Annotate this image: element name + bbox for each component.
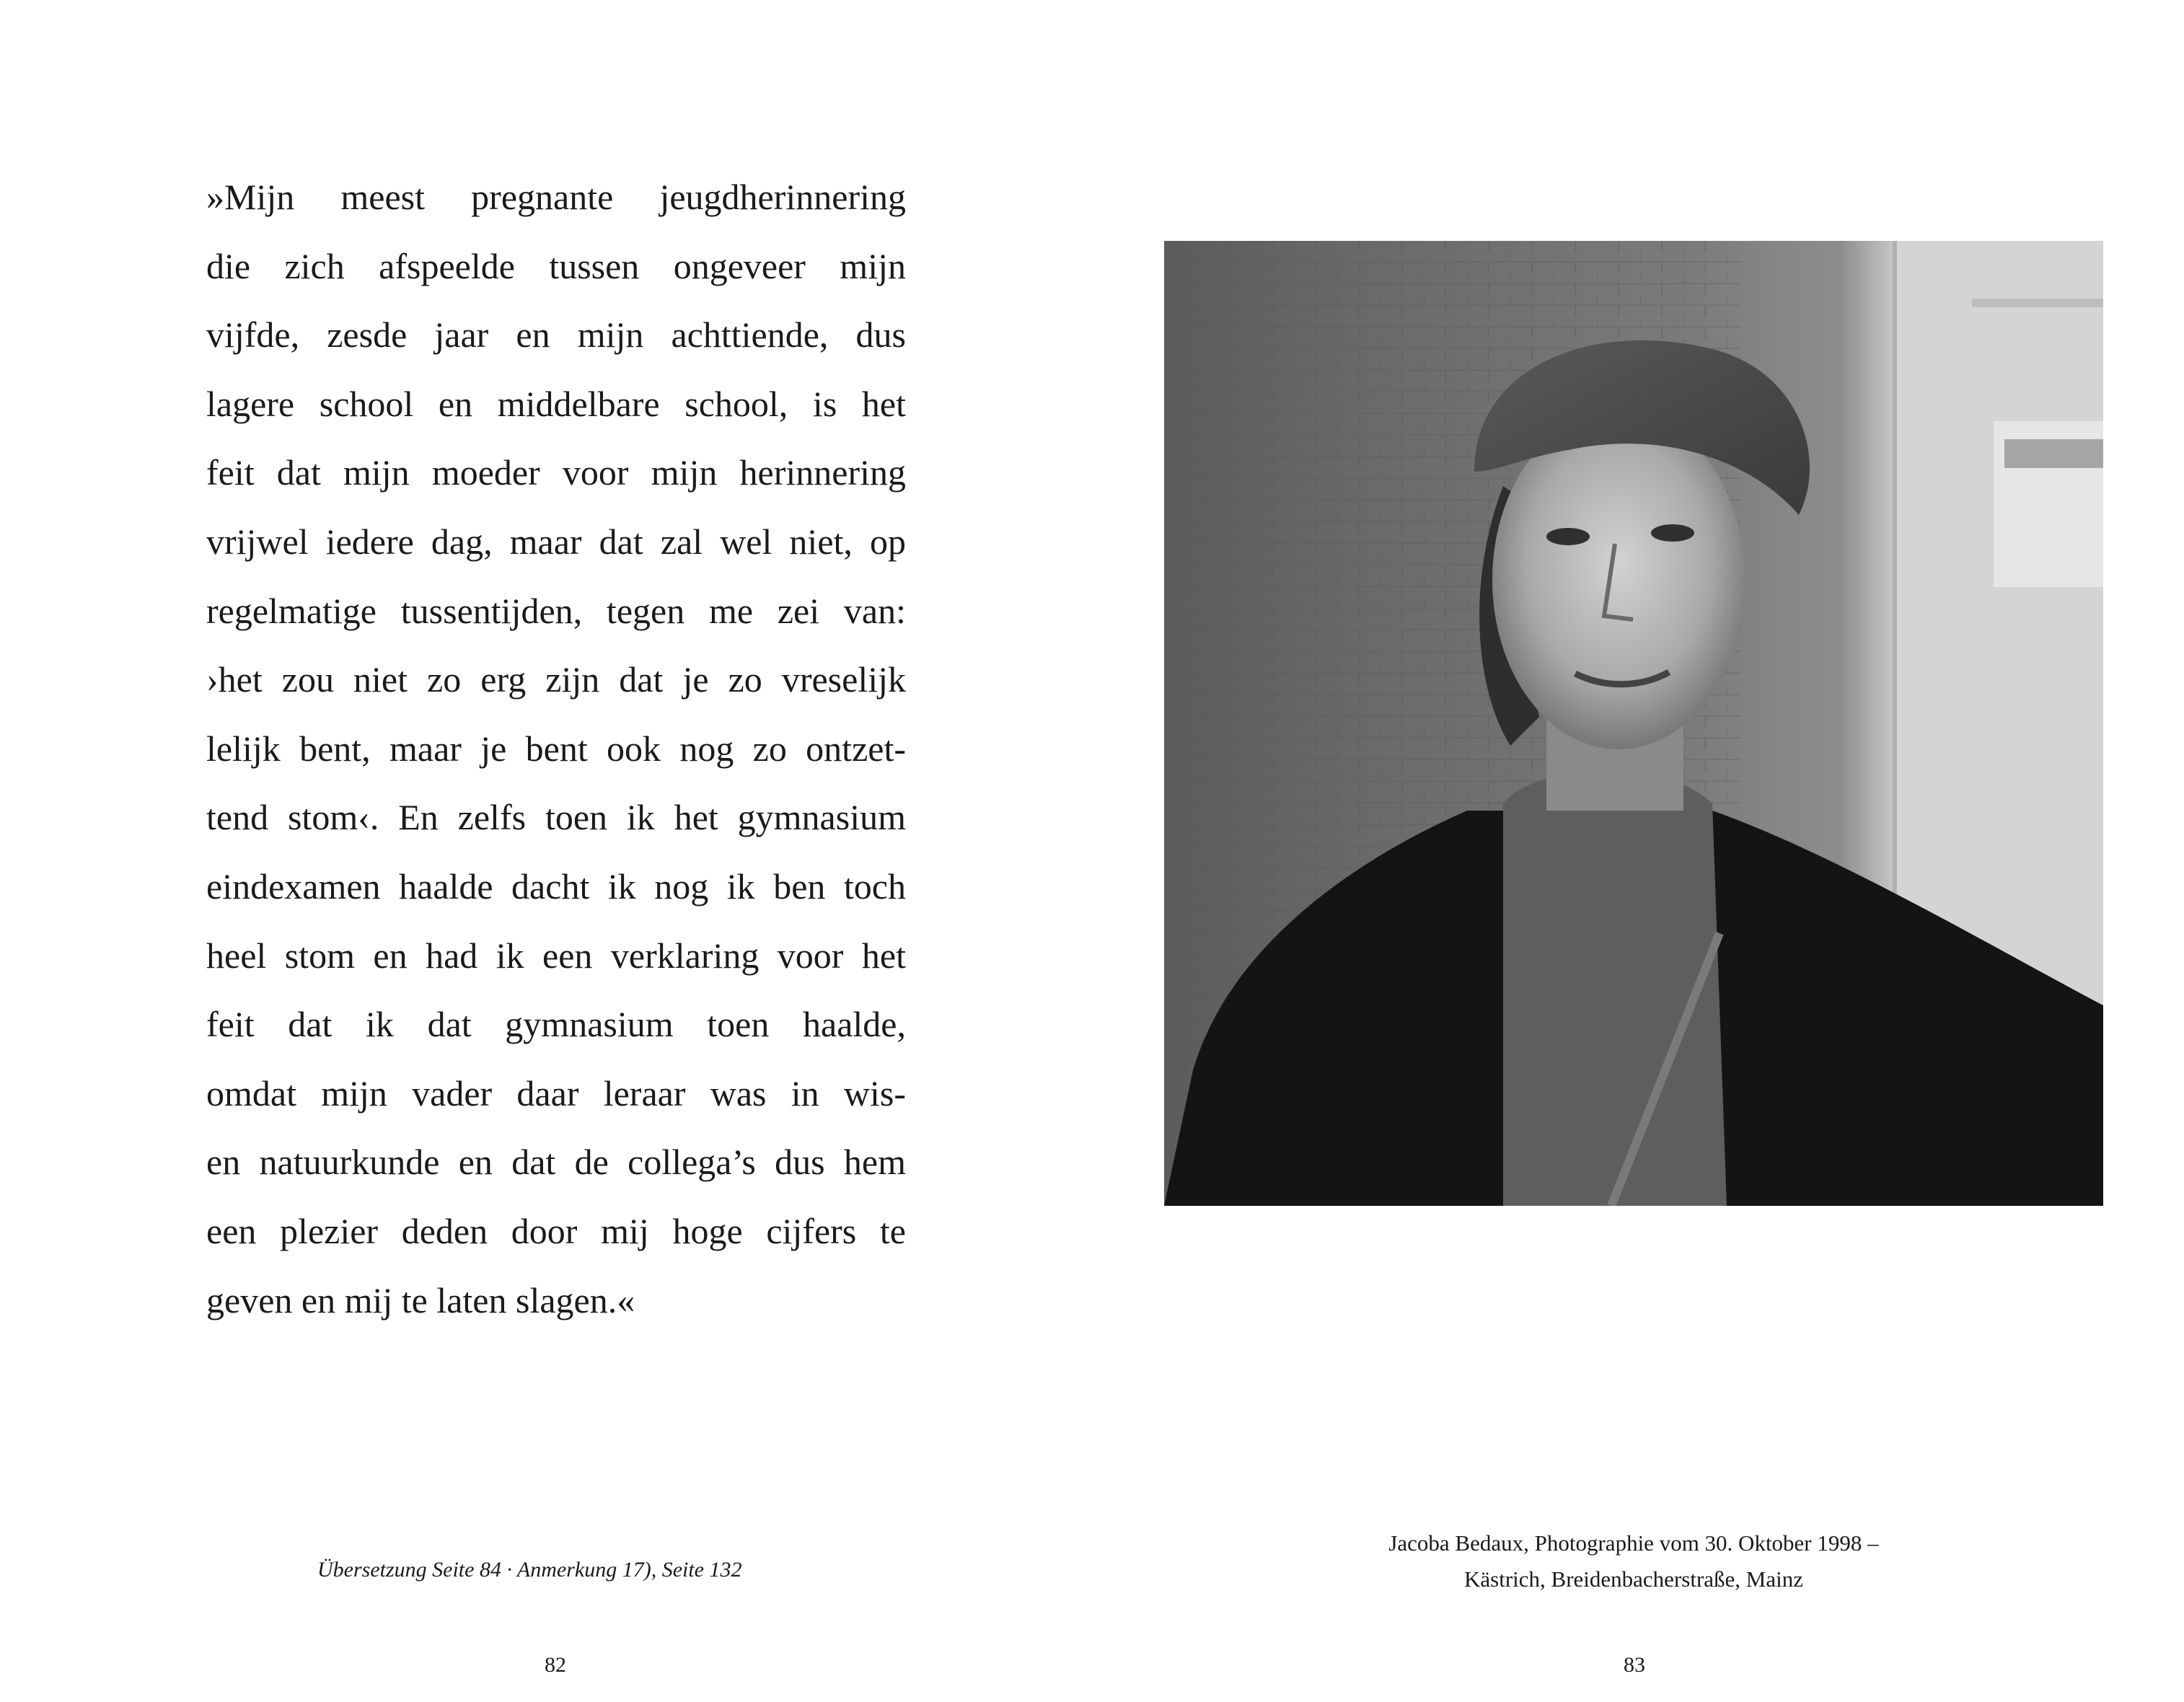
quote-line: lelijk bent, maar je bent ook nog zo ontzet-: [206, 728, 906, 769]
quote-line: regelmatige tussentijden, tegen me zei van:: [206, 590, 906, 631]
quote-line: omdat mijn vader daar leraar was in wis-: [206, 1072, 906, 1114]
quote-line: vrijwel iedere dag, maar dat zal wel niet, op: [206, 521, 906, 562]
page-number-right: 83: [1624, 1653, 1645, 1677]
quote-line: tend stom‹. En zelfs toen ik het gymnasium: [206, 797, 906, 838]
portrait-photograph: [1164, 241, 2103, 1206]
quote-line: lagere school en middelbare school, is het: [206, 383, 906, 424]
quote-line: »Mijn meest pregnante jeugdherinnering: [206, 177, 906, 217]
page-number-left: 82: [545, 1653, 566, 1677]
quote-line: feit dat ik dat gymnasium toen haalde,: [206, 1004, 906, 1045]
quote-line: eindexamen haalde dacht ik nog ik ben toch: [206, 865, 906, 907]
quote-line: een plezier deden door mij hoge cijfers te: [206, 1210, 906, 1251]
caption-line: Kästrich, Breidenbacherstraße, Mainz: [1464, 1566, 1803, 1592]
quote-line: feit dat mijn moeder voor mijn herinnering: [206, 452, 906, 493]
quote-line: vijfde, zesde jaar en mijn achttiende, dus: [206, 314, 906, 356]
quote-line: die zich afspeelde tussen ongeveer mijn: [206, 245, 906, 286]
caption-line: Jacoba Bedaux, Photographie vom 30. Oktober 1998 –: [1388, 1530, 1879, 1556]
quote-line: ›het zou niet zo erg zijn dat je zo vreselijk: [206, 659, 906, 700]
quote-line: heel stom en had ik een verklaring voor het: [206, 935, 906, 976]
quote-line: en natuurkunde en dat de collega’s dus hem: [206, 1142, 906, 1183]
quote-line: geven en mij te laten slagen.«: [206, 1279, 635, 1320]
photo-caption: [1164, 1525, 2103, 1597]
quote-text: [206, 163, 906, 1335]
translation-footnote: Übersetzung Seite 84 · Anmerkung 17), Seite 132: [317, 1558, 742, 1582]
